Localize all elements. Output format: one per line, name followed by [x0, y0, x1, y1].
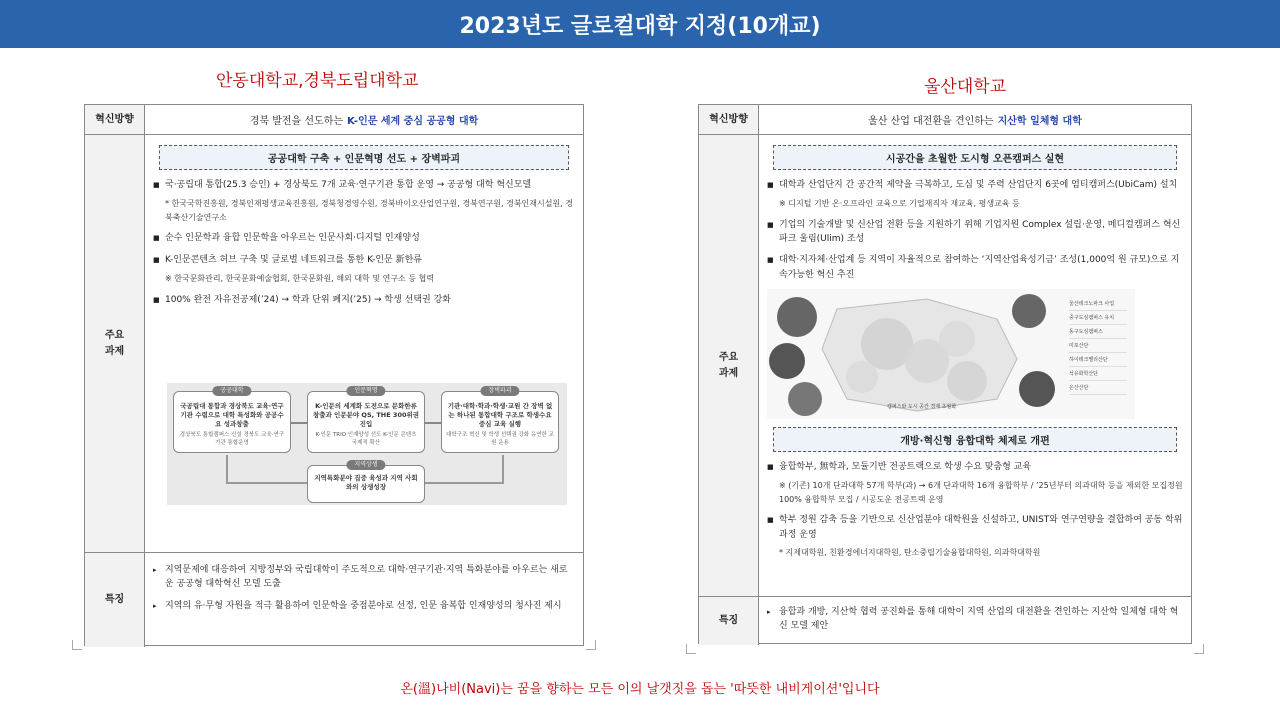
bullet-icon: ▸: [767, 608, 771, 616]
crop-mark: [1194, 644, 1204, 654]
crop-mark: [72, 640, 82, 650]
bullet-icon: ■: [153, 256, 160, 265]
diagram-box-public: 공공대학 국공립대 통합과 경상북도 교육·연구기관 수렴으로 대학 특성화와 공공수요 성과창출 경상북도 통합캠퍼스 신설 경북도 교육·연구기관 통합운영: [173, 391, 291, 453]
list-item: ■ 학부 정원 감축 등을 기반으로 신산업분야 대학원을 신설하고, UNIST와 연구연량을 결합하여 공동 학위과정 운영: [767, 515, 1183, 540]
left-tasks-label: 주요 과제: [85, 135, 145, 552]
right-features-row: [699, 597, 1191, 645]
right-caption: 울산대학교: [924, 77, 1007, 97]
left-document-panel: [84, 104, 584, 646]
right-direction-prefix: 울산 산업 대전환을 견인하는: [868, 116, 994, 127]
list-item: ▸ 융합과 개방, 지산학 협력 공진화를 통해 대학이 지역 산업의 대전환을 견인하는 지산학 일체형 대학 혁신 모델 제안: [767, 607, 1179, 632]
left-strategy-diagram: [167, 383, 567, 505]
right-note: ※ (기존) 10개 단과대학 57개 학부(과) → 6개 단과대학 16개 융합학부 / ’25년부터 의과대학 등을 제외한 모집정원 100% 융합학부 모집 / 시공도운 전공트랙 운영: [779, 481, 1183, 504]
left-box-title: 공공대학 구축 + 인문혁명 선도 + 장벽파괴: [159, 145, 569, 170]
right-direction-label: 혁신방향: [699, 105, 759, 134]
list-item: ▸ 지역의 유·무형 자원을 적극 활용하여 인문학을 중점분야로 선정, 인문 융복합 인재양성의 청사진 제시: [153, 599, 575, 614]
right-note: ※ 디지털 기반 온·오프라인 교육으로 기업재직자 재교육, 평생교육 등: [779, 199, 1020, 208]
page-title: 2023년도 글로컬대학 지정(10개교): [0, 0, 1280, 48]
list-item: ▸ 지역문제에 대응하여 지방정부와 국립대학이 주도적으로 대학·연구기관·지역 특화분야를 아우르는 새로운 공공형 대학혁신 모델 도출: [153, 565, 568, 590]
bullet-icon: ■: [767, 463, 774, 472]
bullet-icon: ▸: [153, 601, 157, 610]
left-caption: 안동대학교,경북도립대학교: [216, 71, 419, 91]
bullet-icon: ■: [767, 256, 774, 265]
right-box2-title: 개방·혁신형 융합대학 체제로 개편: [773, 427, 1177, 452]
left-features-label: 특징: [85, 553, 145, 647]
list-item: ■ 순수 인문학과 융합 인문학을 아우르는 인문사회·디지털 인재양성: [153, 231, 575, 246]
list-item: ■ 융합학부, 無학과, 모듈기반 전공트랙으로 학생 수요 맞춤형 교육: [767, 460, 1183, 475]
bullet-icon: ■: [153, 181, 160, 189]
diagram-box-region: 지역상생 지역특화분야 집중 육성과 지역 사회와의 상생성장: [307, 465, 425, 503]
bullet-icon: ■: [767, 181, 774, 189]
right-tasks-label: 주요 과제: [699, 135, 759, 596]
crop-mark: [586, 640, 596, 650]
diagram-box-humanities: 인문혁명 K-인문의 세계화 도전으로 문화한류 창출과 인문분야 QS, THE 300위권 진입 K-인문 TRIO 인재양성 선도 K-인문 콘텐츠 국제적 확산: [307, 391, 425, 453]
bullet-icon: ■: [767, 220, 774, 229]
map-legend: 울산테크노파크 사업 중구도심캠퍼스 유치 동구도심캠퍼스 미포산단 하이테크밸리산단 석유화학산단 온산산단: [1069, 297, 1127, 395]
crop-mark: [686, 644, 696, 654]
right-note: * 지제대학원, 친환경에너지대학원, 탄소중립기술융합대학원, 의과학대학원: [779, 548, 1041, 558]
campus-map: [767, 289, 1135, 419]
map-caption: 캠퍼스와 도시 공간 경계 초월화: [887, 404, 957, 411]
list-item: ■ 대학·지자체·산업계 등 지역이 자율적으로 참여하는 ‘지역산업육성기금’ 조성(1,000억 원 규모)으로 지속가능한 혁신 추진: [767, 255, 1180, 280]
left-direction-label: 혁신방향: [85, 105, 145, 134]
right-direction-highlight: 지산학 일체형 대학: [997, 116, 1082, 127]
left-direction-row: [85, 105, 583, 135]
list-item: ■ 국·공립대 통합(25.3 승인) + 경상북도 7개 교육·연구기관 통합 운영 → 공공형 대학 혁신모델: [153, 178, 575, 193]
left-sub-note: ※ 한국문화관리, 한국문화예술협회, 한국문화원, 해외 대학 및 연구소 등 협력: [165, 274, 435, 284]
map-graphic: [767, 289, 1057, 419]
left-tasks-row: [85, 135, 583, 553]
list-item: ■ 100% 완전 자유전공제(’24) → 학과 단위 폐지(’25) → 학생 선택권 강화: [153, 293, 575, 308]
diagram-box-barrier: 장벽파괴 기관·대학·학과·학생·교원 간 장벽 없는 하나된 통합대학 구조로 학생수요 중심 교육 실행 대학구조 혁신 및 학생 선택권 강화 유연한 교원 운용: [441, 391, 559, 453]
right-direction-row: [699, 105, 1191, 135]
bullet-icon: ■: [153, 234, 160, 243]
right-box1-title: 시공간을 초월한 도시형 오픈캠퍼스 실현: [773, 145, 1177, 170]
list-item: ■ K-인문콘텐츠 허브 구축 및 글로벌 네트워크를 통한 K-인문 新한류: [153, 253, 575, 268]
left-direction-prefix: 경북 발전을 선도하는: [249, 116, 344, 127]
footer-slogan: 온(溫)나비(Navi)는 꿈을 향하는 모든 이의 날갯짓을 돕는 '따뜻한 내비게이션'입니다: [400, 682, 880, 697]
right-document-panel: [698, 104, 1192, 644]
left-direction-highlight: K-인문 세계 중심 공공형 대학: [347, 116, 479, 127]
right-tasks-row: [699, 135, 1191, 597]
list-item: ■ 대학과 산업단지 간 공간적 제약을 극복하고, 도심 및 주력 산업단지 6곳에 엄티캠퍼스(UbiCam) 설치: [767, 178, 1183, 193]
left-features-row: [85, 553, 583, 647]
right-features-label: 특징: [699, 597, 759, 645]
left-sub-note: * 한국국학진흥원, 경북인재평생교육진흥원, 경북청경영수원, 경북바이오산업연구원, 경북연구원, 경북인재시설원, 경북축산기술연구소: [165, 199, 573, 222]
bullet-icon: ■: [767, 516, 774, 525]
bullet-icon: ▸: [153, 566, 157, 574]
list-item: ■ 기업의 기술개발 및 신산업 전환 등을 지원하기 위해 기업지원 Complex 설립·운영, 메디컬캠퍼스 혁신파크 울림(Ulim) 조성: [767, 219, 1181, 244]
bullet-icon: ■: [153, 295, 160, 304]
